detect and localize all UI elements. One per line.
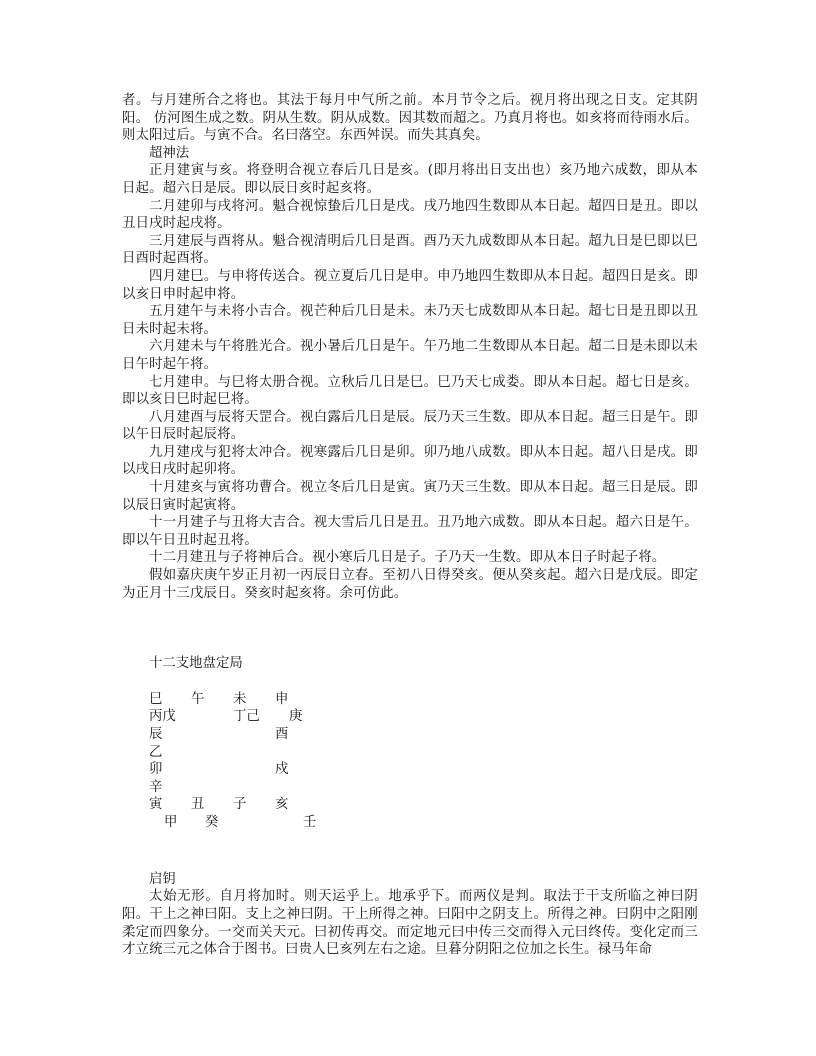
paragraph-example: 假如嘉庆庚午岁正月初一丙辰日立春。至初八日得癸亥。便从癸亥起。超六日是戊辰。即定为正月十三戊辰日。癸亥时起亥将。余可仿此。	[122, 568, 698, 601]
paragraph-qiyao: 太始无形。自月将加时。则天运乎上。地承乎下。而两仪是判。取法于干支所临之神曰阴阳。干上之神曰阳。支上之神曰阴。干上所得之神。曰阳中之阴支上。所得之神。曰阴中之阳刚柔定而四象分。一交而关天元。曰初传再交。而定地元曰中传三交而得入元曰终传。变化定而三才立统三元之体合于图书。曰贵人巳亥列左右之途。旦暮分阴阳之位加之长生。禄马年命	[122, 889, 698, 958]
section-heading-chaoshenfa: 超神法	[149, 145, 190, 161]
grid-cell: 乙	[149, 744, 163, 760]
paragraph-month-1: 正月建寅与亥。将登明合视立春后几日是亥。(即月将出日支出也）亥乃地六成数，即从本日起。超六日是辰。即以辰日亥时起亥将。	[122, 163, 698, 196]
grid-cell: 申	[275, 691, 289, 707]
grid-cell: 癸	[205, 815, 219, 830]
paragraph-month-11: 十一月建子与丑将大吉合。视大雪后几日是丑。丑乃地六成数。即从本日起。超六日是午。即以午日丑时起丑将。	[122, 515, 698, 548]
grid-cell: 丑	[191, 797, 205, 813]
grid-cell: 甲	[164, 815, 178, 830]
grid-cell: 酉	[275, 727, 289, 742]
grid-cell: 辰	[149, 727, 163, 742]
paragraph-month-8: 八月建酉与辰将天罡合。视白露后几日是辰。辰乃天三生数。即从本日起。超三日是午。即以午日辰时起辰将。	[122, 409, 698, 443]
paragraph-month-2: 二月建卯与戌将河。魁合视惊蛰后几日是戌。戌乃地四生数即从本日起。超四日是丑。即以丑日戌时起戌将。	[122, 198, 698, 232]
section-heading-dipan: 十二支地盘定局	[149, 656, 243, 672]
earthly-branches-grid	[149, 691, 698, 841]
grid-cell: 壬	[303, 815, 317, 830]
grid-cell: 巳	[149, 691, 163, 707]
grid-cell: 未	[233, 691, 247, 707]
opening-paragraph: 者。与月建所合之将也。其法于每月中气所之前。本月节令之后。视月将出现之日支。定其阴阳。 仿河图生成之数。阴从生数。阴从成数。因其数而超之。乃真月将也。如亥将而待雨水后。则太阳过后。与寅不合。名曰落空。东西舛误。而失其真矣。	[122, 93, 698, 144]
grid-cell: 午	[191, 691, 205, 707]
paragraph-month-10: 十月建亥与寅将功曹合。视立冬后几日是寅。寅乃天三生数。即从本日起。超三日是辰。即以辰日寅时起寅将。	[122, 480, 698, 513]
grid-cell: 辛	[149, 779, 163, 795]
paragraph-month-3: 三月建辰与酉将从。魁合视清明后几日是酉。酉乃天九成数即从本日起。超九日是巳即以巳日酉时起酉将。	[122, 233, 698, 267]
paragraph-month-4: 四月建巳。与申将传送合。视立夏后几日是申。申乃地四生数即从本日起。超四日是亥。即以亥日申时起申将。	[122, 268, 698, 302]
grid-cell: 丙戊	[149, 709, 176, 725]
grid-cell: 丁己	[233, 709, 260, 725]
paragraph-month-12: 十二月建丑与子将神后合。视小寒后几日是子。子乃天一生数。即从本日子时起子将。	[149, 550, 666, 566]
grid-cell: 卯	[149, 762, 163, 778]
grid-cell: 亥	[275, 797, 289, 813]
paragraph-month-6: 六月建未与午将胜光合。视小暑后几日是午。午乃地二生数即从本日起。超二日是未即以未日午时起午将。	[122, 339, 698, 372]
paragraph-month-7: 七月建申。与巳将太册合视。立秋后几日是巳。巳乃天七成娄。即从本日起。超七日是亥。即以亥日巳时起巳将。	[122, 374, 698, 408]
grid-cell: 戍	[275, 762, 289, 778]
paragraph-month-5: 五月建午与未将小吉合。视芒种后几日是未。未乃天七成数即从本日起。超七日是丑即以丑日未时起未将。	[122, 304, 698, 337]
document-page	[122, 92, 698, 959]
paragraph-month-9: 九月建戌与犯将太冲合。视寒露后几日是卯。卯乃地八成数。即从本日起。超八日是戌。即以戌日戌时起卯将。	[122, 444, 698, 478]
grid-cell: 寅	[149, 797, 163, 813]
section-heading-qiyao: 启钥	[149, 871, 176, 887]
grid-cell: 庚	[289, 709, 303, 725]
grid-cell: 子	[233, 797, 247, 813]
